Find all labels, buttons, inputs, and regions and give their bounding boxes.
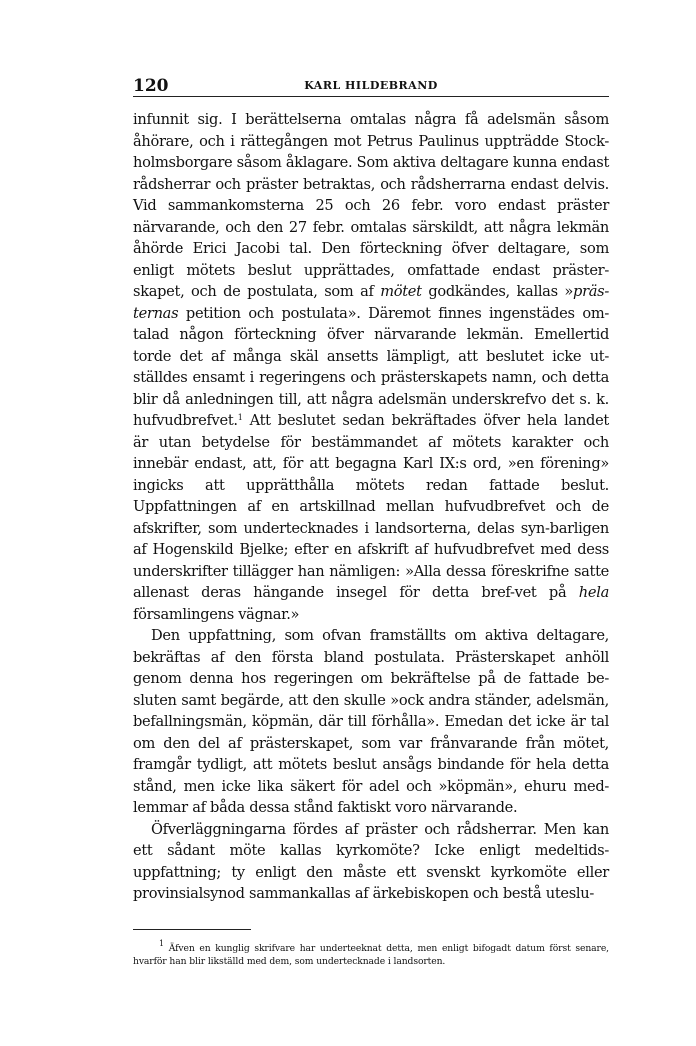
book-page — [133, 72, 609, 969]
paragraph-text: infunnit sig. I berättelserna omtalas några få adelsmän såsom åhörare, och i rättegången mot Petrus Paulinus uppträdde Stock-holmsborgare såsom åklagare. Som aktiva deltagare kunna endast rådsherrar och präster betraktas, och rådsherrarna endast delvis. Vid sammankomsterna 25 och 26 febr. voro endast präster närvarande, och den 27 febr. omtalas särskildt, att några lekmän åhörde Erici Jacobi tal. Den förteckning öfver deltagare, som enligt mötets beslut upprättades, omfattade endast präster-skapet, och de postulata, som af — [133, 111, 610, 300]
running-head — [133, 72, 609, 97]
footnote-reference[interactable]: 1 — [237, 413, 243, 422]
paragraph-text: Att beslutet sedan bekräftades öfver hela landet är utan betydelse för bestämmandet af mötets karakter och innebär endast, att, för att begagna Karl IX:s ord, »en förening» ingicks att upprätthålla mötets redan fattade beslut. Uppfattningen af en artskillnad mellan hufvudbrefvet och de afskrifter, som undertecknades i landsorterna, delas syn-barligen af Hogenskild Bjelke; efter en afskrift af hufvudbrefvet med dess underskrifter tillägger han nämligen: »Alla dessa föreskrifne satte allenast deras hängande insegel för detta bref-vet på — [133, 412, 609, 601]
emphasis-text: hela — [578, 584, 609, 601]
paragraph-1 — [133, 109, 609, 625]
paragraph-2: Den uppfattning, som ofvan framställts om aktiva deltagare, bekräftas af den första bland postulata. Prästerskapet anhöll genom denna hos regeringen om bekräftelse på de fattade be-sluten samt begärde, att den skulle »ock andra ständer, adelsmän, befallningsmän, köpmän, där till förhålla». Emedan det icke är tal om den del af prästerskapet, som var frånvarande från mötet, framgår tydligt, att mötets beslut ansågs bindande för hela detta stånd, men icke lika säkert för adel och »köpmän», ehuru med-lemmar af båda dessa stånd faktiskt voro närvarande. — [133, 627, 609, 816]
page-number: 120 — [133, 76, 169, 96]
body-text — [133, 109, 609, 905]
footnote-divider — [133, 929, 251, 930]
footnote-marker: 1 — [159, 938, 164, 948]
paragraph-text: petition och postulata». Däremot finnes ingenstädes om-talad någon förteckning öfver närvarande lekmän. Emellertid torde det af många skäl ansetts lämpligt, att beslutet icke ut-ställdes ensamt i regeringens och prästerskapets namn, och detta blir då anledningen till, att några adelsmän underskrefvo det s. k. hufvudbrefvet. — [133, 304, 609, 429]
running-title: KARL HILDEBRAND — [304, 79, 438, 92]
footnote — [133, 938, 609, 969]
paragraph-3: Öfverläggningarna fördes af präster och rådsherrar. Men kan ett sådant möte kallas kyrkomöte? Icke enligt medeltids-uppfattning; ty enligt den måste ett svenskt kyrkomöte eller provinsialsynod sammankallas af ärkebiskopen och bestå uteslu- — [133, 820, 609, 902]
paragraph-text: godkändes, kallas » — [421, 283, 574, 300]
footnote-text: Äfven en kunglig skrifvare har underteeknat detta, men enligt bifogadt datum först senare, hvarför han blir likställd med dem, som undertecknade i landsorten. — [133, 942, 609, 967]
emphasis-text: präs-ternas — [133, 283, 609, 322]
emphasis-text: mötet — [380, 283, 422, 300]
paragraph-text: församlingens vägnar.» — [133, 605, 300, 623]
